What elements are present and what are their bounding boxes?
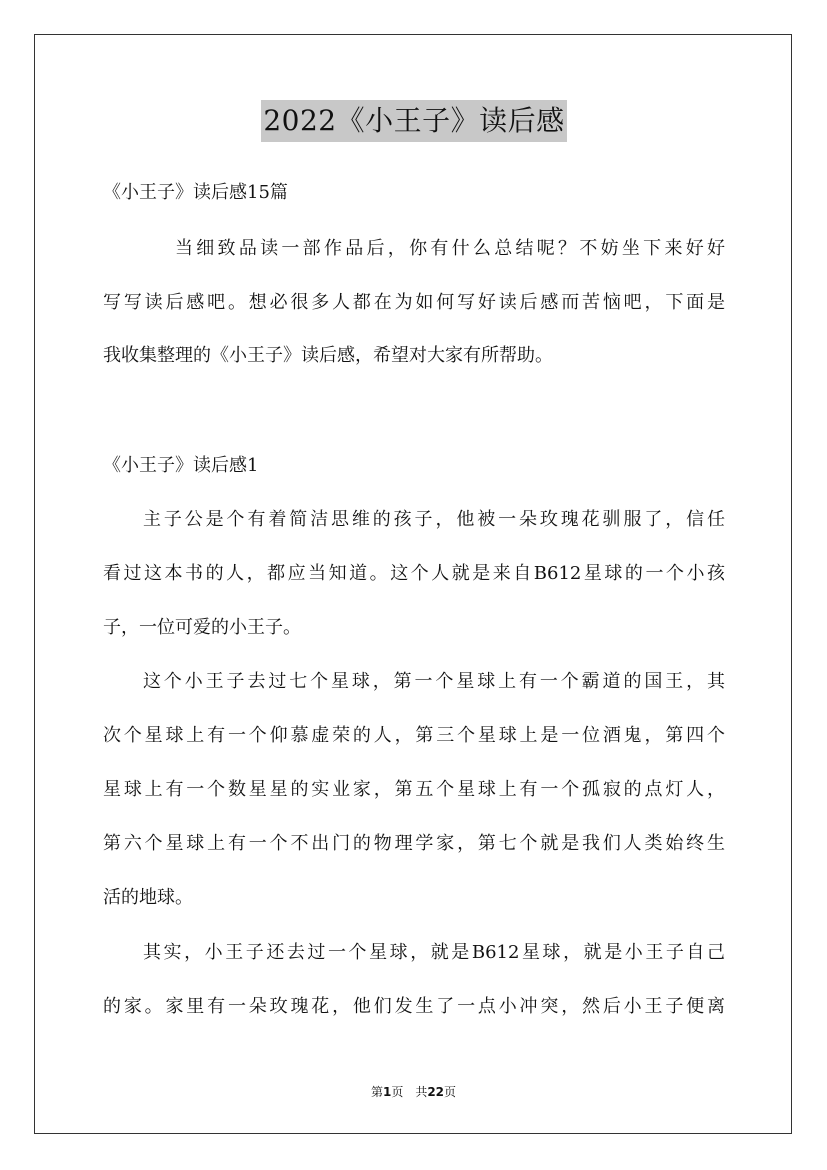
document-subtitle: 《小王子》读后感15篇 — [103, 182, 288, 203]
page-footer — [0, 1084, 827, 1100]
footer-page-suffix: 页 — [444, 1085, 457, 1099]
para2-line-3: 星球上有一个数星星的实业家，第五个星球上有一个孤寂的点灯人， — [103, 779, 725, 800]
para1-line-3: 子，一位可爱的小王子。 — [103, 617, 301, 638]
intro-line-1: 当细致品读一部作品后，你有什么总结呢？不妨坐下来好好 — [175, 238, 725, 259]
intro-line-2: 写写读后感吧。想必很多人都在为如何写好读后感而苦恼吧，下面是 — [103, 292, 725, 313]
para3-line-2: 的家。家里有一朵玫瑰花，他们发生了一点小冲突，然后小王子便离 — [103, 996, 725, 1017]
para2-line-5: 活的地球。 — [103, 887, 193, 908]
para2-line-1: 这个小王子去过七个星球，第一个星球上有一个霸道的国王，其 — [143, 671, 725, 692]
para3-line-1: 其实，小王子还去过一个星球，就是B612星球，就是小王子自己 — [143, 942, 725, 963]
footer-page-current: 1 — [382, 1085, 392, 1099]
footer-page-prefix: 第 — [370, 1085, 383, 1099]
para2-line-4: 第六个星球上有一个不出门的物理学家，第七个就是我们人类始终生 — [103, 833, 725, 854]
document-title: 2022《小王子》读后感 — [261, 100, 566, 142]
intro-line-3: 我收集整理的《小王子》读后感，希望对大家有所帮助。 — [103, 345, 553, 366]
para2-line-2: 次个星球上有一个仰慕虚荣的人，第三个星球上是一位酒鬼，第四个 — [103, 725, 725, 746]
para1-line-2: 看过这本书的人，都应当知道。这个人就是来自B612星球的一个小孩 — [103, 563, 725, 584]
section-heading: 《小王子》读后感1 — [103, 455, 259, 476]
footer-page-mid: 页 共 — [391, 1085, 428, 1099]
para1-line-1: 主子公是个有着简洁思维的孩子，他被一朵玫瑰花驯服了，信任 — [143, 509, 725, 530]
footer-page-total: 22 — [427, 1085, 445, 1099]
title-container — [103, 100, 725, 142]
